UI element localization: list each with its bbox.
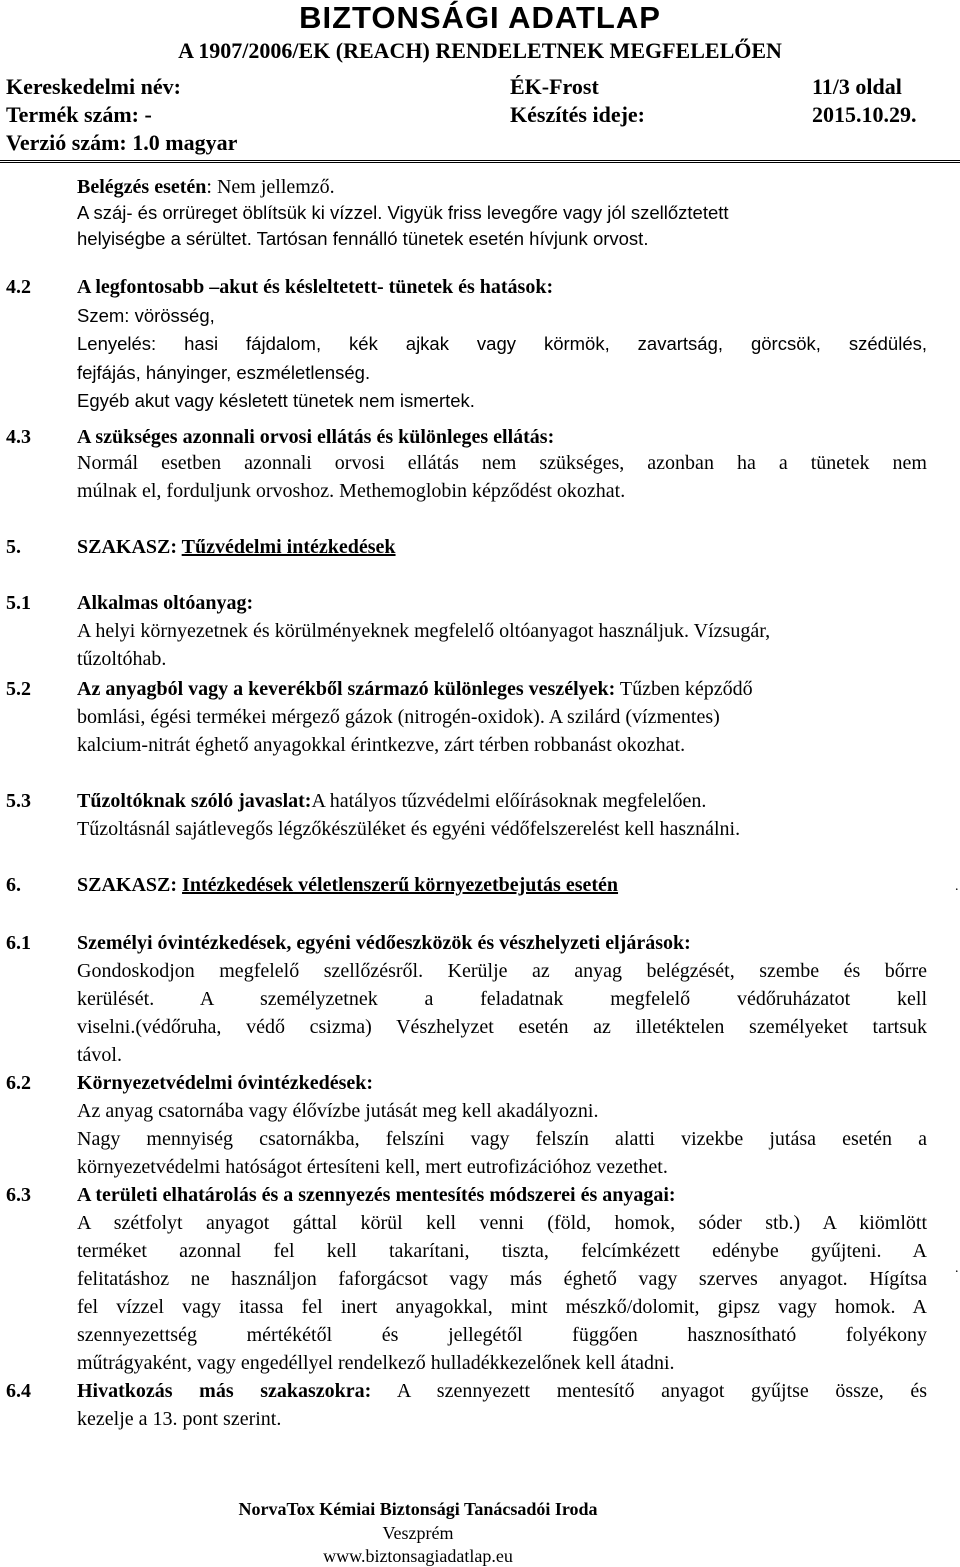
paragraph-line: Egyéb akut vagy késletett tünetek nem ismertek.: [77, 390, 475, 411]
paragraph-line: felitatáshoz ne használjon faforgácsot vagy más éghető vagy szerves anyagot. Hígítsa: [77, 1268, 927, 1290]
section-number: 5.1: [6, 592, 31, 614]
version-label: Verzió szám: 1.0 magyar: [6, 130, 238, 155]
document-title: BIZTONSÁGI ADATLAP: [299, 0, 661, 35]
paragraph-line: A szétfolyt anyagot gáttal körül kell venni (föld, homok, sóder stb.) A kiömlött: [77, 1212, 927, 1234]
paragraph-line: távol.: [77, 1044, 122, 1066]
section-heading: A szükséges azonnali orvosi ellátás és különleges ellátás:: [77, 426, 555, 448]
section-number: 6.4: [6, 1380, 31, 1402]
paragraph-line: kalcium-nitrát éghető anyagokkal érintkezve, zárt térben robbanást okozhat.: [77, 734, 686, 756]
section-number: 6.1: [6, 932, 31, 954]
paragraph-line: kezelje a 13. pont szerint.: [77, 1408, 282, 1430]
paragraph-line: Gondoskodjon megfelelő szellőzésről. Kerülje az anyag belégzését, szembe és bőrre: [77, 960, 927, 982]
document-subtitle: A 1907/2006/EK (REACH) RENDELETNEK MEGFELELŐEN: [178, 38, 782, 63]
section-heading: Személyi óvintézkedések, egyéni védőeszközök és vészhelyzeti eljárások:: [77, 932, 691, 954]
paragraph-line: A helyi környezetnek és körülményeknek megfelelő oltóanyagot használjuk. Vízsugár,: [77, 620, 771, 642]
section-heading: Alkalmas oltóanyag:: [77, 592, 254, 614]
section-heading: Környezetvédelmi óvintézkedések:: [77, 1072, 374, 1094]
paragraph-line: Normál esetben azonnali orvosi ellátás nem szükséges, azonban ha a tünetek nem: [77, 452, 927, 474]
paragraph-line: szennyezettség mértékétől és jellegétől függően hasznosítható folyékony: [77, 1324, 927, 1346]
paragraph-line: Az anyag csatornába vagy élővízbe jutását meg kell akadályozni.: [77, 1100, 599, 1122]
paragraph-line: terméket azonnal fel kell takarítani, tiszta, felcímkézett edénybe gyűjteni. A: [77, 1240, 927, 1262]
paragraph-line: fejfájás, hányinger, eszméletlenség.: [77, 362, 371, 383]
footer-website-link[interactable]: www.biztonsagiadatlap.eu: [323, 1546, 513, 1566]
section-number: 4.2: [6, 276, 31, 298]
paragraph-line: helyiségbe a sérültet. Tartósan fennálló tünetek esetén hívjunk orvost.: [77, 228, 649, 249]
footer-city: Veszprém: [382, 1523, 454, 1543]
section-heading: Az anyagból vagy a keverékből származó különleges veszélyek: Tűzben képződő: [77, 678, 753, 700]
paragraph-line: fel vízzel vagy itassa fel inert anyagokkal, mint mészkő/dolomit, gipsz vagy homok. A: [77, 1296, 927, 1318]
paragraph-line: viselni.(védőruha, védő csizma) Vészhelyzet esetén az illetéktelen személyeket tartsuk: [77, 1016, 927, 1038]
stray-dot: .: [955, 1261, 959, 1276]
paragraph-line: A száj- és orrüreget öblítsük ki vízzel. Vigyük friss levegőre vagy jól szellőztetett: [77, 202, 729, 223]
section-number: 6.3: [6, 1184, 31, 1206]
section-heading: Hivatkozás más szakaszokra: A szennyezett mentesítő anyagot gyűjtse össze, és: [77, 1380, 927, 1402]
paragraph-line: Nagy mennyiség csatornákba, felszíni vagy felszín alatti vizekbe jutása esetén a: [77, 1128, 927, 1150]
paragraph-line: tűzoltóhab.: [77, 648, 167, 670]
trade-name-label: Kereskedelmi név:: [6, 74, 181, 99]
trade-name-value: ÉK-Frost: [510, 74, 599, 99]
section-number: 6.: [6, 874, 21, 896]
paragraph-line: Szem: vörösség,: [77, 305, 215, 326]
date-label: Készítés ideje:: [510, 102, 645, 127]
stray-dot: .: [955, 879, 959, 894]
section-heading: Tűzoltóknak szóló javaslat:A hatályos tűzvédelmi előírásoknak megfelelően.: [77, 790, 707, 812]
paragraph-line: környezetvédelmi hatóságot értesíteni kell, mert eutrofizációhoz vezethet.: [77, 1156, 668, 1178]
section-heading: A legfontosabb –akut és késleltetett- tünetek és hatások:: [77, 276, 554, 298]
paragraph-line: múlnak el, forduljunk orvoshoz. Methemoglobin képződést okozhat.: [77, 480, 626, 502]
inhalation-line: Belégzés esetén: Nem jellemző.: [77, 176, 335, 198]
section-heading: A területi elhatárolás és a szennyezés mentesítés módszerei és anyagai:: [77, 1184, 676, 1206]
section-number: 5.: [6, 536, 21, 558]
section-number: 5.3: [6, 790, 31, 812]
section-title: SZAKASZ: Intézkedések véletlenszerű környezetbejutás esetén: [77, 874, 619, 896]
footer-organization: NorvaTox Kémiai Biztonsági Tanácsadói Iroda: [238, 1499, 598, 1519]
paragraph-line: kerülését. A személyzetnek a feladatnak megfelelő védőruházatot kell: [77, 988, 927, 1010]
product-number-label: Termék szám: -: [6, 102, 152, 127]
section-number: 4.3: [6, 426, 31, 448]
section-number: 6.2: [6, 1072, 31, 1094]
section-title: SZAKASZ: Tűzvédelmi intézkedések: [77, 536, 396, 558]
page-number: 11/3 oldal: [812, 74, 902, 99]
paragraph-line: műtrágyaként, vagy engedéllyel rendelkező hulladékkezelőnek kell átadni.: [77, 1352, 675, 1374]
paragraph-line: Tűzoltásnál sajátlevegős légzőkészüléket és egyéni védőfelszerelést kell használni.: [77, 818, 741, 840]
header-divider: [0, 160, 960, 163]
date-value: 2015.10.29.: [812, 102, 917, 127]
paragraph-line: bomlási, égési termékei mérgező gázok (nitrogén-oxidok). A szilárd (vízmentes): [77, 706, 720, 728]
section-number: 5.2: [6, 678, 31, 700]
paragraph-line: Lenyelés: hasi fájdalom, kék ajkak vagy körmök, zavartság, görcsök, szédülés,: [77, 333, 927, 354]
